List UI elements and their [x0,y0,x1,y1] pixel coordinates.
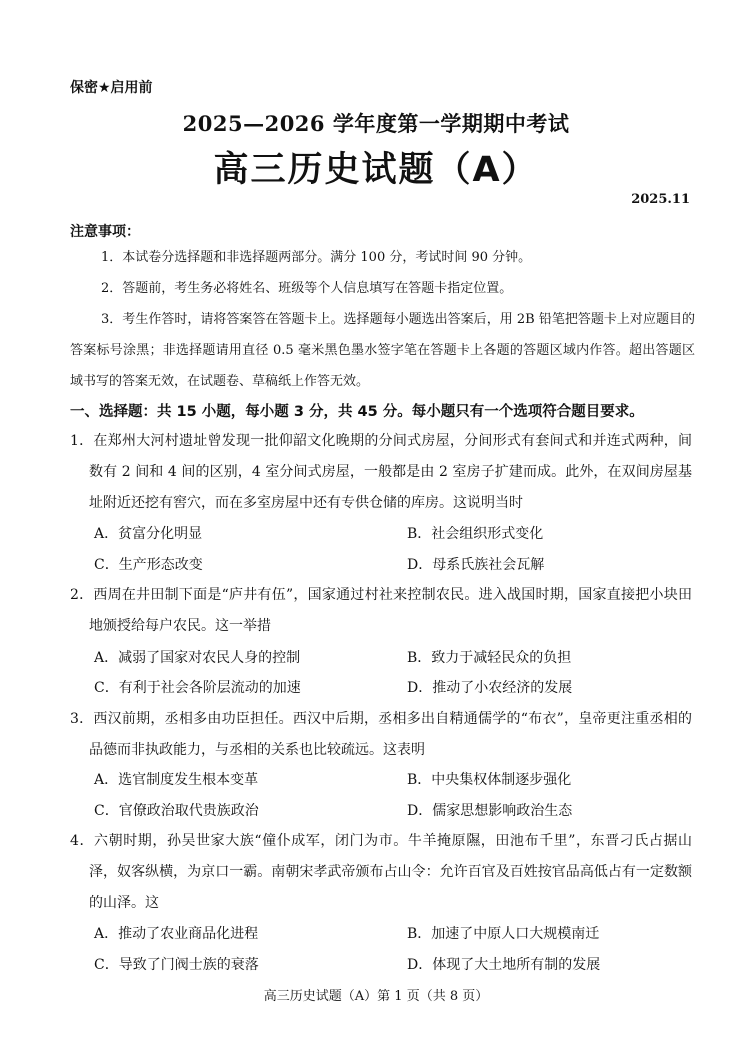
note-item-3: 3．考生作答时，请将答案答在答题卡上。选择题每小题选出答案后，用 2B 铅笔把答题卡上对应题目的答案标号涂黑；非选择题请用直径 0.5 毫米黑色墨水签字笔在答题卡上各题的答题区域内作答。超出答题区域书写的答案无效，在试题卷、草稿纸上作答无效。 [70,312,695,389]
question-3-stem: 3．西汉前期，丞相多由功臣担任。西汉中后期，丞相多出自精通儒学的“布衣”，皇帝更注重丞相的品德而非执政能力，与丞相的关系也比较疏远。这表明 [70,711,692,758]
notes-heading: 注意事项： [70,224,140,240]
question-4-stem: 4．六朝时期，孙吴世家大族“僮仆成军，闭门为市。牛羊掩原隰，田池布千里”，东晋刁氏占据山泽，奴客纵横，为京口一霸。南朝宋孝武帝颁布占山令：允许百官及百姓按官品高低占有一定数额的山泽。这 [70,833,692,911]
question-2-option-b: B．致力于减轻民众的负担 [407,650,572,666]
exam-title: 2025—2026 学年度第一学期期中考试 [182,111,570,136]
question-4-option-d: D．体现了大土地所有制的发展 [407,957,601,973]
question-4-option-b: B．加速了中原人口大规模南迁 [407,926,600,942]
question-1-option-c: C．生产形态改变 [94,557,203,573]
exam-date: 2025.11 [631,192,690,207]
confidential-label: 保密★启用前 [70,80,153,96]
section-heading: 一、选择题：共 15 小题，每小题 3 分，共 45 分。每小题只有一个选项符合题目要求。 [70,404,644,420]
question-3-option-d: D．儒家思想影响政治生态 [407,803,573,819]
question-1-option-d: D．母系氏族社会瓦解 [407,557,545,573]
paper-title: 高三历史试题（A） [213,150,539,190]
question-2-option-d: D．推动了小农经济的发展 [407,680,573,696]
note-item-2: 2．答题前，考生务必将姓名、班级等个人信息填写在答题卡指定位置。 [101,281,513,296]
question-1-stem: 1．在郑州大河村遗址曾发现一批仰韶文化晚期的分间式房屋，分间形式有套间式和并连式两种，间数有 2 间和 4 间的区别，4 室分间式房屋，一般都是由 2 室房子扩建而成。此外，在双间房屋基址附近还挖有窖穴，而在多室房屋中还有专供仓储的库房。这说明当时 [70,433,692,511]
question-3-option-b: B．中央集权体制逐步强化 [407,772,572,788]
question-1-option-b: B．社会组织形式变化 [407,526,544,542]
question-2-stem: 2．西周在井田制下面是“庐井有伍”，国家通过村社来控制农民。进入战国时期，国家直接把小块田地颁授给每户农民。这一举措 [70,587,692,634]
question-1-option-a: A．贫富分化明显 [94,526,203,542]
note-item-1: 1．本试卷分选择题和非选择题两部分。满分 100 分，考试时间 90 分钟。 [101,250,532,265]
question-2-option-a: A．减弱了国家对农民人身的控制 [94,650,301,666]
question-2-option-c: C．有利于社会各阶层流动的加速 [94,680,301,696]
question-3-option-c: C．官僚政治取代贵族政治 [94,803,259,819]
page-footer: 高三历史试题（A）第 1 页（共 8 页） [263,989,489,1004]
question-3-option-a: A．选官制度发生根本变革 [94,772,259,788]
question-4-option-c: C．导致了门阀士族的衰落 [94,957,259,973]
question-4-option-a: A．推动了农业商品化进程 [94,926,259,942]
